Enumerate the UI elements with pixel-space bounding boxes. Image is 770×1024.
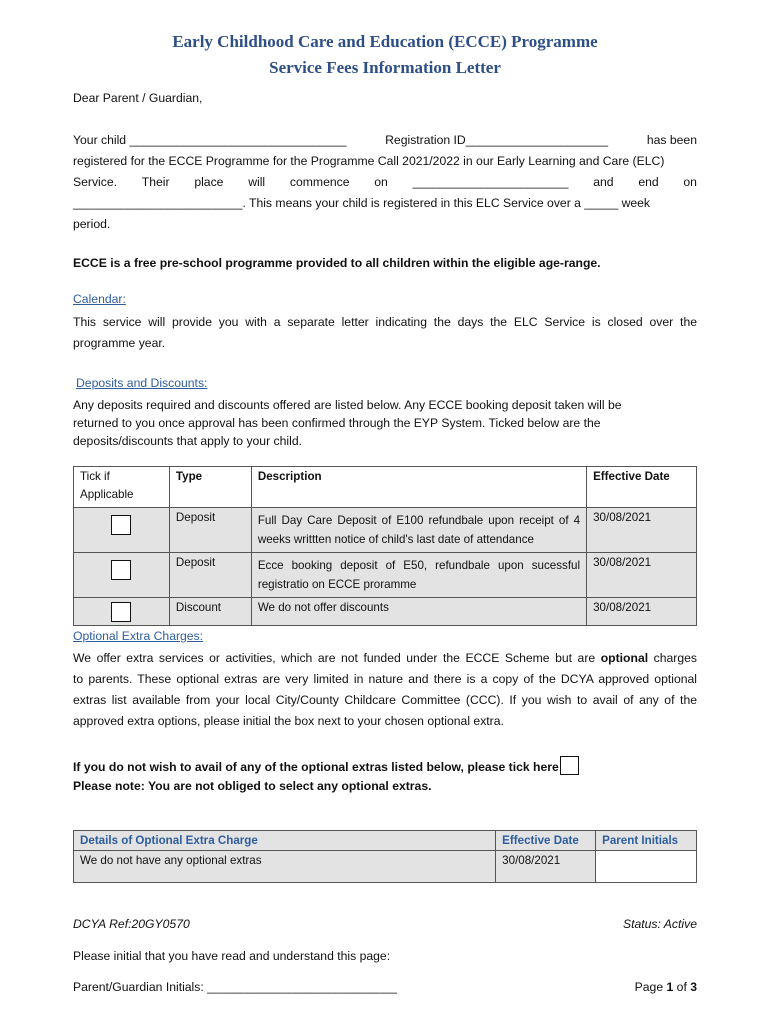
header-effective-date: Effective Date — [587, 467, 697, 508]
table-row — [74, 553, 697, 598]
no-extras-row — [73, 756, 697, 778]
page-current: 1 — [666, 980, 674, 994]
row-details: We do not have any optional extras — [74, 851, 496, 883]
table-row — [74, 508, 697, 553]
optional-table-header — [74, 831, 697, 851]
row-description: Ecce booking deposit of E50, refundbale upon sucessful registratio on ECCE proramme — [251, 553, 586, 598]
optional-line-1 — [73, 648, 697, 669]
header-tick: Tick if Applicable — [74, 467, 170, 508]
page-prefix: Page — [634, 980, 667, 994]
dcya-ref: DCYA Ref:20GY0570 — [73, 917, 190, 931]
intro-line-3: Service. Their place will commence on _______________________ and end on — [73, 175, 697, 189]
status-text: Status: Active — [622, 917, 697, 931]
optional-heading: Optional Extra Charges: — [73, 629, 204, 643]
table-row — [74, 598, 697, 626]
deposits-table — [73, 466, 697, 626]
applicable-checkbox[interactable] — [111, 560, 131, 580]
intro-paragraph — [73, 130, 697, 235]
deposits-line-2: returned to you once approval has been confirmed through the EYP System. Ticked below are the — [73, 416, 601, 430]
row-effective-date: 30/08/2021 — [587, 508, 697, 553]
optional-bold-word: optional — [600, 651, 649, 665]
calendar-heading: Calendar: — [73, 292, 126, 306]
table-row — [74, 851, 697, 883]
deposits-line-3: deposits/discounts that apply to your child. — [73, 434, 302, 448]
row-description: We do not offer discounts — [251, 598, 586, 626]
no-extras-checkbox[interactable] — [560, 756, 579, 775]
parent-initials-cell[interactable] — [596, 851, 697, 883]
initials-line: Parent/Guardian Initials: ____________________________ — [73, 980, 397, 994]
row-type: Deposit — [169, 553, 251, 598]
optional-extras-table — [73, 830, 697, 883]
calendar-text: This service will provide you with a separate letter indicating the days the ELC Service is closed over the programme year. — [73, 315, 697, 350]
row-effective-date: 30/08/2021 — [587, 553, 697, 598]
row-effective-date: 30/08/2021 — [496, 851, 596, 883]
tick-cell — [74, 553, 170, 598]
row-type: Deposit — [169, 508, 251, 553]
tick-cell — [74, 598, 170, 626]
deposits-text — [73, 396, 697, 450]
applicable-checkbox[interactable] — [111, 515, 131, 535]
free-statement: ECCE is a free pre-school programme provided to all children within the eligible age-range. — [73, 256, 601, 270]
page-indicator — [635, 977, 697, 998]
header-type: Type — [169, 467, 251, 508]
applicable-checkbox[interactable] — [111, 602, 131, 622]
deposits-line-1: Any deposits required and discounts offered are listed below. Any ECCE booking deposit taken will be — [73, 398, 622, 412]
header-parent-initials: Parent Initials — [596, 831, 697, 851]
optional-line-1-end: charges — [648, 651, 697, 665]
page-total: 3 — [690, 980, 697, 994]
initial-prompt: Please initial that you have read and understand this page: — [73, 949, 391, 963]
deposits-table-header — [74, 467, 697, 508]
page-subtitle: Service Fees Information Letter — [269, 58, 501, 77]
row-effective-date: 30/08/2021 — [587, 598, 697, 626]
row-type: Discount — [169, 598, 251, 626]
no-extras-label: If you do not wish to avail of any of the optional extras listed below, please tick here — [73, 760, 559, 774]
deposits-heading: Deposits and Discounts: — [76, 376, 208, 390]
row-description: Full Day Care Deposit of E100 refundbale upon receipt of 4 weeks writtten notice of child's last date of attendance — [251, 508, 586, 553]
tick-cell — [74, 508, 170, 553]
optional-note: Please note: You are not obliged to select any optional extras. — [73, 779, 432, 793]
intro-line-2: registered for the ECCE Programme for the Programme Call 2021/2022 in our Early Learning and Care (ELC) — [73, 154, 665, 168]
intro-line-4: _________________________. This means your child is registered in this ELC Service over a _____ week — [73, 196, 651, 210]
intro-line-1: Your child ________________________________ Registration ID_____________________ has been — [73, 133, 697, 147]
optional-line-2: to parents. These optional extras are very limited in nature and there is a copy of the DCYA approved optional — [73, 672, 697, 686]
salutation: Dear Parent / Guardian, — [73, 91, 203, 105]
page-title: Early Childhood Care and Education (ECCE) Programme — [172, 32, 598, 51]
header-details: Details of Optional Extra Charge — [74, 831, 496, 851]
optional-text — [73, 648, 697, 732]
optional-line-3: extras list available from your local City/County Childcare Committee (CCC). If you wish to avail of any of the — [73, 693, 697, 707]
intro-line-5: period. — [73, 217, 111, 231]
optional-line-1-start: We offer extra services or activities, which are not funded under the ECCE Scheme but are — [73, 651, 601, 665]
page-of: of — [673, 980, 691, 994]
header-description: Description — [251, 467, 586, 508]
optional-line-4: approved extra options, please initial the box next to your chosen optional extra. — [73, 714, 504, 728]
header-effective-date: Effective Date — [496, 831, 596, 851]
